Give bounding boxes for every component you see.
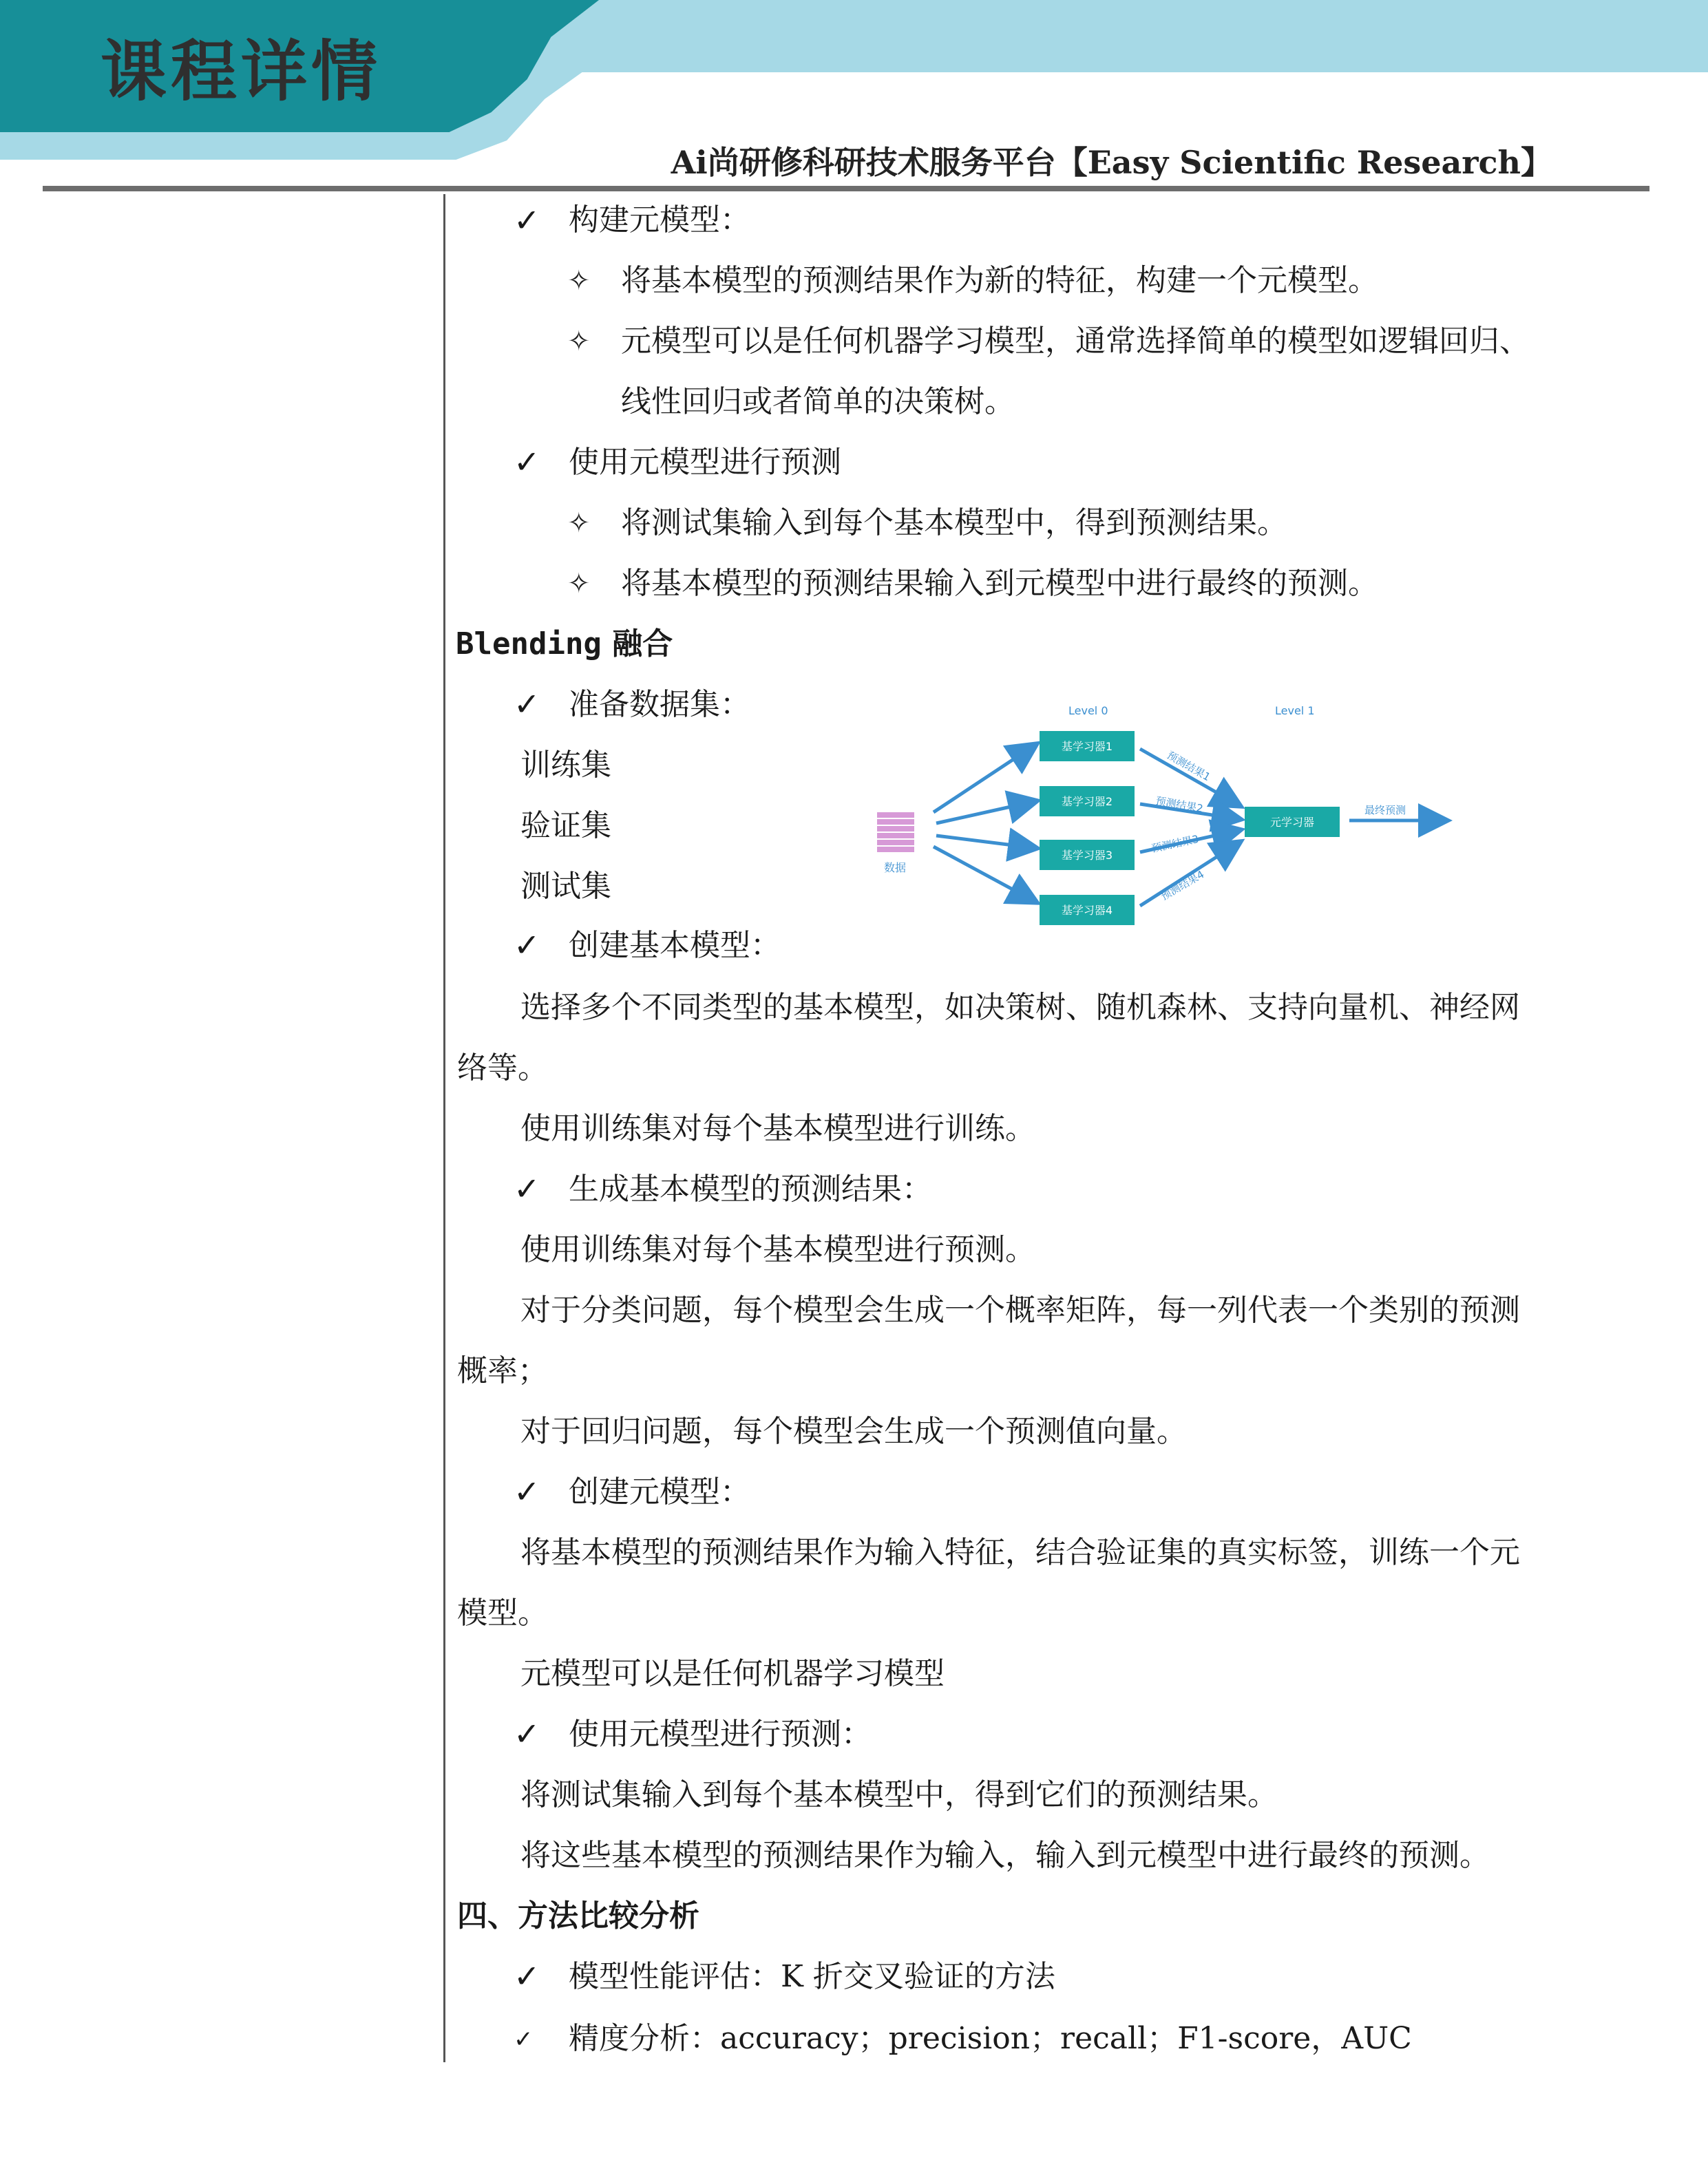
gen-pred-text-1: 使用训练集对每个基本模型进行预测。 (520, 1232, 1035, 1267)
data-label: 数据 (884, 861, 907, 874)
check-icon: ✓ (514, 1473, 540, 1510)
arrow-data-base-2 (936, 801, 1035, 823)
section-4-item-2: 精度分析：accuracy；precision；recall；F1-score，AUC (569, 2021, 1412, 2056)
base-learner-1: 基学习器1 (1061, 740, 1113, 753)
data-icon (877, 812, 914, 852)
gen-pred-text-3: 概率； (457, 1353, 548, 1388)
arrow-data-base-1 (934, 745, 1035, 812)
final-prediction: 最终预测 (1364, 804, 1406, 816)
prepare-heading: 准备数据集： (569, 687, 750, 722)
level1-label: Level 1 (1275, 704, 1315, 717)
blending-title-zh: 融合 (612, 626, 673, 661)
check-icon: ✓ (514, 1715, 540, 1752)
blend-use-meta-text-1: 将测试集输入到每个基本模型中，得到它们的预测结果。 (520, 1777, 1278, 1812)
blending-title (456, 626, 673, 661)
header-divider (43, 186, 1649, 191)
create-meta-text-2: 模型。 (457, 1596, 548, 1631)
gen-pred-text-2: 对于分类问题，每个模型会生成一个概率矩阵，每一列代表一个类别的预测 (520, 1293, 1520, 1328)
diamond-icon: ✧ (567, 507, 591, 539)
check-icon: ✓ (514, 202, 540, 239)
use-meta-heading: 使用元模型进行预测 (569, 445, 841, 480)
base-learner-2: 基学习器2 (1061, 795, 1113, 808)
platform-name: Ai尚研修科研技术服务平台【Easy Scientific Research】 (671, 144, 1552, 181)
base-learner-3: 基学习器3 (1061, 849, 1113, 862)
check-icon: ✓ (514, 1170, 540, 1207)
arrow-base-meta-1 (1140, 749, 1239, 805)
blending-diagram (867, 695, 1466, 943)
meta-model-heading: 构建元模型： (569, 202, 750, 237)
use-meta-bullet-2: 将基本模型的预测结果输入到元模型中进行最终的预测。 (621, 566, 1378, 601)
arrow-data-base-3 (936, 836, 1035, 848)
create-meta-text-3: 元模型可以是任何机器学习模型 (520, 1656, 945, 1691)
arrow-data-base-4 (934, 847, 1035, 902)
meta-model-bullet-1: 将基本模型的预测结果作为新的特征，构建一个元模型。 (621, 263, 1378, 298)
margin-rule (443, 194, 445, 2062)
create-base-heading: 创建基本模型： (569, 928, 781, 963)
check-icon: ✓ (514, 1958, 540, 1995)
prediction-1: 预测结果1 (1165, 748, 1213, 784)
gen-pred-heading: 生成基本模型的预测结果： (569, 1172, 932, 1207)
create-base-text-1: 选择多个不同类型的基本模型，如决策树、随机森林、支持向量机、神经网 (520, 990, 1520, 1025)
check-icon: ✓ (514, 2026, 534, 2053)
gen-pred-text-4: 对于回归问题，每个模型会生成一个预测值向量。 (520, 1414, 1187, 1449)
blending-title-en: Blending (456, 626, 602, 661)
create-meta-heading: 创建元模型： (569, 1474, 750, 1510)
level0-label: Level 0 (1068, 704, 1108, 717)
blend-use-meta-text-2: 将这些基本模型的预测结果作为输入，输入到元模型中进行最终的预测。 (520, 1838, 1490, 1873)
meta-model-bullet-2: 元模型可以是任何机器学习模型，通常选择简单的模型如逻辑回归、 (621, 324, 1530, 359)
diamond-icon: ✧ (567, 265, 591, 297)
create-base-text-2: 络等。 (457, 1050, 548, 1085)
check-icon: ✓ (514, 686, 540, 723)
base-learner-4: 基学习器4 (1061, 904, 1113, 917)
dataset-validation: 验证集 (520, 808, 611, 843)
prediction-3: 预测结果3 (1150, 832, 1200, 855)
section-4-title: 四、方法比较分析 (457, 1898, 699, 1934)
create-meta-text-1: 将基本模型的预测结果作为输入特征，结合验证集的真实标签，训练一个元 (520, 1535, 1520, 1570)
meta-learner: 元学习器 (1269, 816, 1315, 829)
create-base-text-3: 使用训练集对每个基本模型进行训练。 (520, 1111, 1035, 1146)
use-meta-bullet-1: 将测试集输入到每个基本模型中，得到预测结果。 (621, 505, 1287, 540)
check-icon: ✓ (514, 443, 540, 480)
dataset-train: 训练集 (520, 748, 611, 783)
diamond-icon: ✧ (567, 326, 591, 357)
blending-diagram-svg (867, 695, 1466, 943)
check-icon: ✓ (514, 926, 540, 964)
prediction-2: 预测结果2 (1155, 794, 1204, 816)
prediction-4: 预测结果4 (1159, 868, 1207, 903)
dataset-test: 测试集 (520, 869, 611, 904)
diamond-icon: ✧ (567, 568, 591, 600)
page-title: 课程详情 (101, 33, 381, 110)
section-4-item-1: 模型性能评估：K 折交叉验证的方法 (569, 1959, 1055, 1994)
blend-use-meta-heading: 使用元模型进行预测： (569, 1717, 872, 1752)
meta-model-bullet-2-cont: 线性回归或者简单的决策树。 (621, 384, 1015, 419)
